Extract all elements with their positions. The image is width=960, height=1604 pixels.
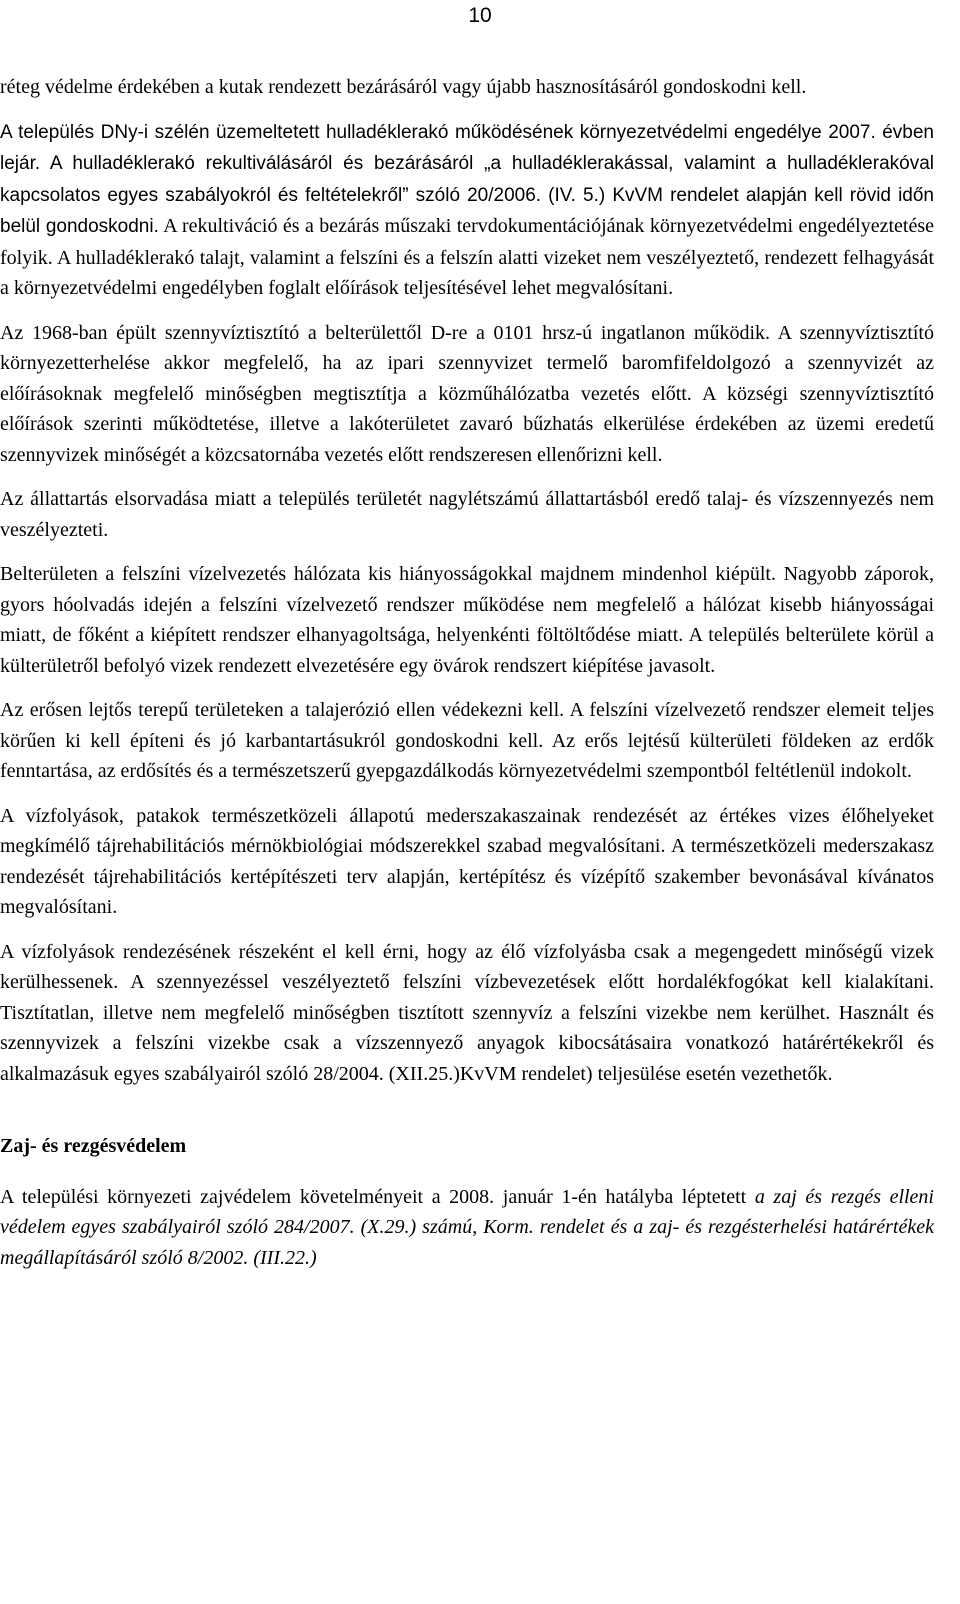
- paragraph-livestock: Az állattartás elsorvadása miatt a település területét nagylétszámú állattartásból eredő talaj- és vízszennyezés nem veszélyezteti.: [0, 488, 934, 541]
- paragraph-landfill-sans-text: A település DNy-i szélén üzemeltetett hulladéklerakó működésének környezetvédelmi engedélye 2007. évben lejár. A hulladéklerakó rekultiválásáról és bezárásáról „a hulladéklerakással, valamint a hulladéklerakóval kapcsolatos egyes szabályokról és feltételekről” szóló 20/2006. (IV. 5.) KvVM rendelet alapján kell rövid időn belül gondoskodni.: [0, 121, 934, 237]
- paragraph-streams: A vízfolyások, patakok természetközeli állapotú mederszakaszainak rendezését az értékes vizes élőhelyeket megkímélő tájrehabilitációs mérnökbiológiai módszerekkel szabad megvalósítani. A természetközeli mederszakasz rendezését tájrehabilitációs kertépítészeti terv alapján, kertépítész és vízépítő szakember bevonásával kívánatos megvalósítani.: [0, 804, 934, 918]
- document-body: [0, 72, 934, 1287]
- paragraph-drainage: Belterületen a felszíni vízelvezetés hálózata kis hiányosságokkal majdnem mindenhol kiépült. Nagyobb záporok, gyors hóolvadás idején a felszíni vízelvezető rendszer működése nem megfelelő a hálózat kisebb hiányosságai miatt, de főként a kiépített rendszer elhanyagoltsága, helyenkénti föltöltődése miatt. A település belterülete körül a külterületről befolyó vizek rendezett elvezetésére egy övárok rendszert kiépítése javasolt.: [0, 563, 934, 677]
- paragraph-noise: [0, 1182, 934, 1274]
- paragraph-wastewater: Az 1968-ban épült szennyvíztisztító a belterülettől D-re a 0101 hrsz-ú ingatlanon működik. A szennyvíztisztító környezetterhelése akkor megfelelő, ha az ipari szennyvizet termelő baromfifeldolgozó a szennyvizét az előírásoknak megfelelő minőségben megtisztítja a közműhálózatba vezetés előtt. A községi szennyvíztisztító előírások szerinti működtetése, illetve a lakóterületet zavaró bűzhatás elkerülése érdekében az üzemi eredetű szennyvizek minőségét a közcsatornába vezetés előtt rendszeresen ellenőrizni kell.: [0, 321, 934, 466]
- paragraph-noise-intro: A települési környezeti zajvédelem követelményeit a 2008. január 1-én hatályba léptetett: [0, 1185, 755, 1208]
- paragraph-landfill: [0, 117, 934, 304]
- paragraph-noise-reference: a zaj és rezgés elleni védelem egyes szabályairól szóló 284/2007. (X.29.) számú, Korm. rendelet és a zaj- és rezgésterhelési határértékek megállapításáról szóló 8/2002. (III.22.): [0, 1185, 934, 1269]
- paragraph-landfill-serif-text: A rekultiváció és a bezárás műszaki tervdokumentációjának környezetvédelmi engedélyeztetése folyik. A hulladéklerakó talajt, valamint a felszíni és a felszín alatti vizeket nem veszélyeztető, rendezett felhagyását a környezetvédelmi engedélyben foglalt előírások teljesítésével lehet megvalósítani.: [0, 215, 934, 299]
- paragraph-erosion: Az erősen lejtős terepű területeken a talajerózió ellen védekezni kell. A felszíni vízelvezető rendszer elemeit teljes körűen ki kell építeni és jó karbantartásukról gondoskodni kell. Az erős lejtésű külterületi földeken az erdők fenntartása, az erdősítés és a természetszerű gyepgazdálkodás környezetvédelmi szempontból feltétlenül indokolt.: [0, 699, 934, 782]
- page-number: 10: [468, 4, 492, 27]
- section-heading: Zaj- és rezgésvédelem: [0, 1135, 187, 1157]
- paragraph-wells: réteg védelme érdekében a kutak rendezett bezárásáról vagy újabb hasznosításáról gondoskodni kell.: [0, 76, 807, 98]
- paragraph-water-quality: A vízfolyások rendezésének részeként el kell érni, hogy az élő vízfolyásba csak a megengedett minőségű vizek kerülhessenek. A szennyezéssel veszélyeztető felszíni vízbevezetések előtt hordalékfogókat kell kialakítani. Tisztítatlan, illetve nem megfelelő minőségben tisztított szennyvíz a felszíni vizekbe nem kerülhet. Használt és szennyvizek a felszíni vizekbe csak a vízszennyező anyagok kibocsátásaira vonatkozó határértékekről és alkalmazásuk egyes szabályairól szóló 28/2004. (XII.25.)KvVM rendelet) teljesülése esetén vezethetők.: [0, 940, 934, 1085]
